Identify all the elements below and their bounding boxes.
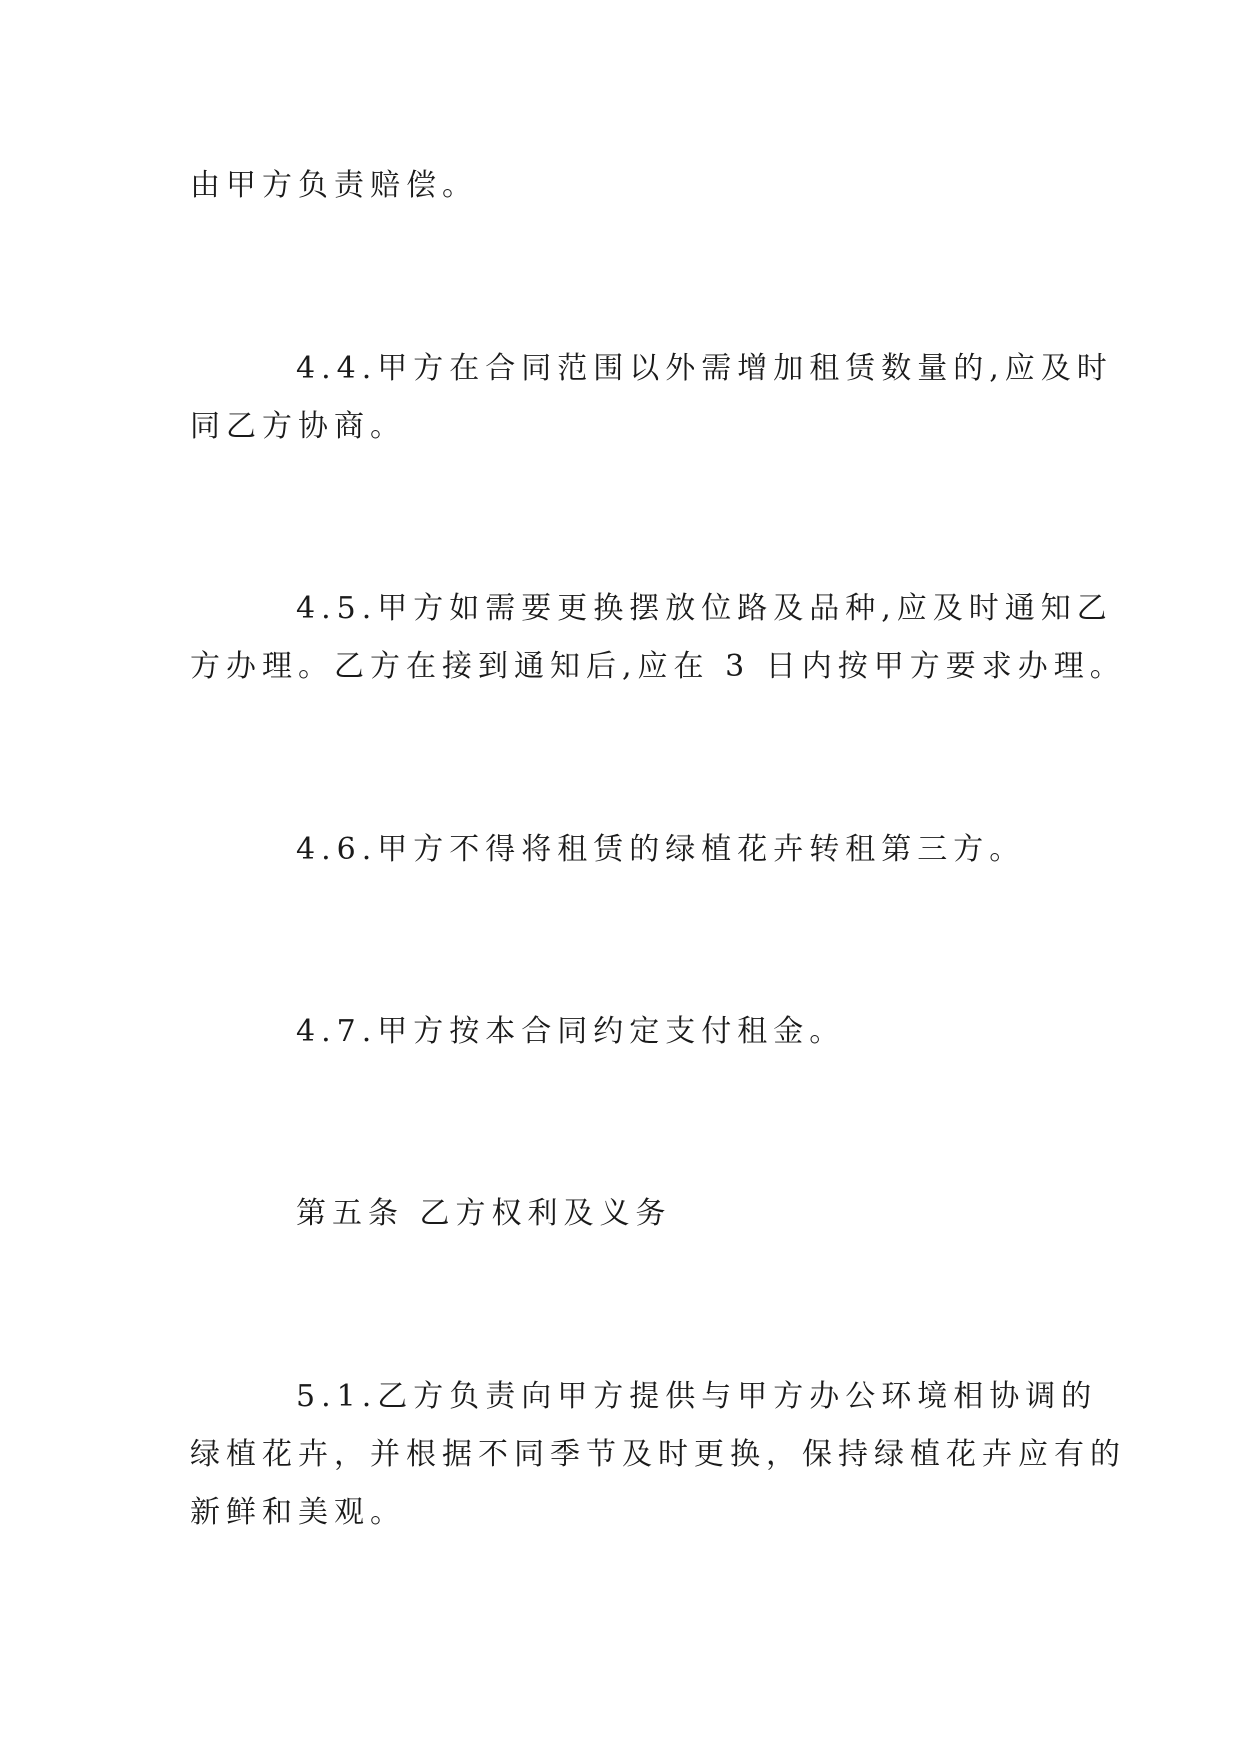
paragraph-line: 由甲方负责赔偿。: [190, 168, 478, 203]
section-heading: 第五条 乙方权利及义务: [296, 1196, 672, 1231]
clause-4-4-line-2: 同乙方协商。: [190, 409, 406, 444]
clause-4-6: 4.6.甲方不得将租赁的绿植花卉转租第三方。: [296, 832, 1026, 867]
clause-4-5-line-2: 方办理。乙方在接到通知后,应在 3 日内按甲方要求办理。: [190, 649, 1126, 684]
clause-5-1-line-2: 绿植花卉，并根据不同季节及时更换，保持绿植花卉应有的: [190, 1437, 1126, 1472]
clause-5-1-line-1: 5.1.乙方负责向甲方提供与甲方办公环境相协调的: [296, 1379, 1098, 1414]
clause-5-1-line-3: 新鲜和美观。: [190, 1495, 406, 1530]
clause-4-5-line-1: 4.5.甲方如需要更换摆放位路及品种,应及时通知乙: [296, 591, 1113, 626]
clause-4-7: 4.7.甲方按本合同约定支付租金。: [296, 1014, 846, 1049]
clause-4-4-line-1: 4.4.甲方在合同范围以外需增加租赁数量的,应及时: [296, 351, 1113, 386]
